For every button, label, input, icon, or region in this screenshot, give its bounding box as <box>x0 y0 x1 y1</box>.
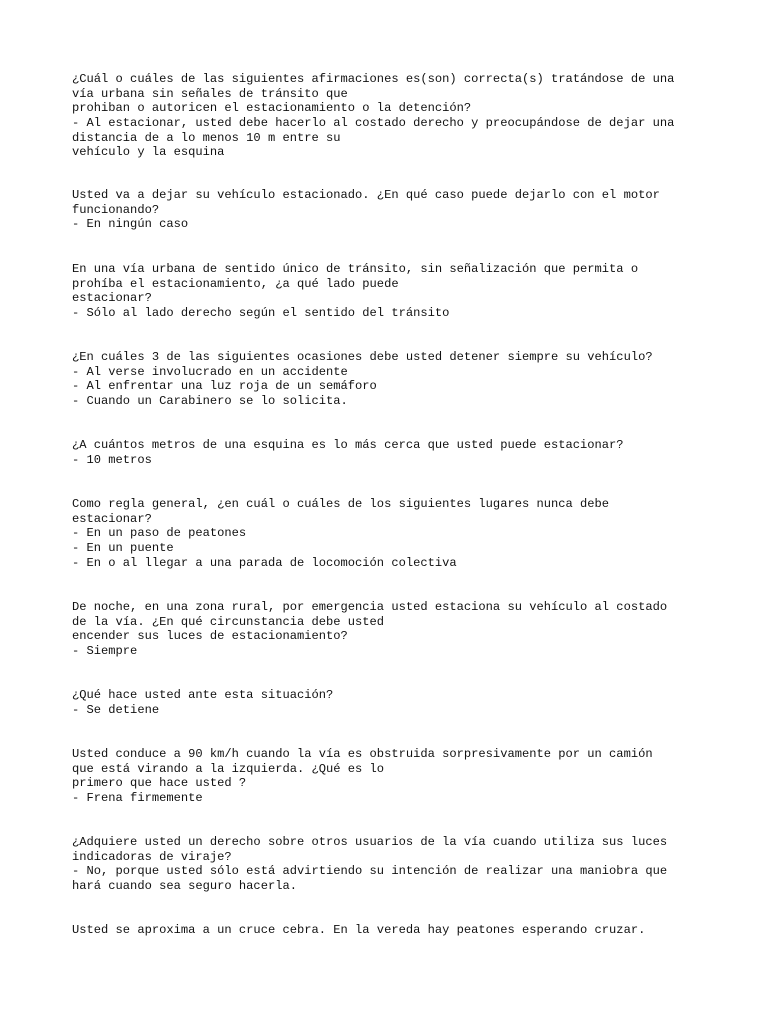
text-line: - En un paso de peatones <box>72 526 247 541</box>
text-line: - Al estacionar, usted debe hacerlo al costado derecho y preocupándose de dejar una <box>72 116 675 131</box>
text-line: - En un puente <box>72 541 174 556</box>
text-line: De noche, en una zona rural, por emergencia usted estaciona su vehículo al costado <box>72 600 668 614</box>
text-line: - Siempre <box>72 644 138 659</box>
text-line: Usted se aproxima a un cruce cebra. En la vereda hay peatones esperando cruzar. <box>72 923 646 937</box>
question-block-9 <box>72 747 653 806</box>
question-block-2 <box>72 188 660 232</box>
text-line: vehículo y la esquina <box>72 145 225 160</box>
text-line: ¿En cuáles 3 de las siguientes ocasiones debe usted detener siempre su vehículo? <box>72 350 653 364</box>
text-line: ¿A cuántos metros de una esquina es lo más cerca que usted puede estacionar? <box>72 438 624 452</box>
text-line: - Cuando un Carabinero se lo solicita. <box>72 394 348 409</box>
text-line: Como regla general, ¿en cuál o cuáles de los siguientes lugares nunca debe <box>72 497 610 511</box>
text-line: primero que hace usted ? <box>72 776 247 791</box>
question-block-6 <box>72 497 609 570</box>
question-block-11 <box>72 923 645 938</box>
text-line: prohiban o autoricen el estacionamiento o la detención? <box>72 101 472 116</box>
text-line: - Frena firmemente <box>72 791 203 806</box>
text-line: estacionar? <box>72 291 152 306</box>
question-block-8 <box>72 688 333 717</box>
text-line: funcionando? <box>72 202 160 217</box>
text-line: - Al verse involucrado en un accidente <box>72 364 348 379</box>
text-line: - En o al llegar a una parada de locomoción colectiva <box>72 555 457 570</box>
text-line: Usted va a dejar su vehículo estacionado. ¿En qué caso puede dejarlo con el motor <box>72 188 660 202</box>
text-line: ¿Cuál o cuáles de las siguientes afirmaciones es(son) correcta(s) tratándose de una <box>72 72 675 86</box>
question-block-5 <box>72 438 624 467</box>
text-line: - Se detiene <box>72 702 160 717</box>
text-line: vía urbana sin señales de tránsito que <box>72 86 348 101</box>
text-line: prohíba el estacionamiento, ¿a qué lado puede <box>72 276 399 291</box>
text-line: que está virando a la izquierda. ¿Qué es lo <box>72 761 385 776</box>
question-block-1 <box>72 72 674 160</box>
text-line: hará cuando sea seguro hacerla. <box>72 879 297 894</box>
text-line: - No, porque usted sólo está advirtiendo su intención de realizar una maniobra que <box>72 864 668 879</box>
question-block-3 <box>72 262 638 321</box>
text-line: estacionar? <box>72 511 152 526</box>
text-line: encender sus luces de estacionamiento? <box>72 629 348 644</box>
question-block-7 <box>72 600 667 659</box>
text-line: indicadoras de viraje? <box>72 849 232 864</box>
text-line: - Sólo al lado derecho según el sentido del tránsito <box>72 306 450 321</box>
text-line: - En ningún caso <box>72 217 189 232</box>
text-line: Usted conduce a 90 km/h cuando la vía es obstruida sorpresivamente por un camión <box>72 747 653 761</box>
text-line: ¿Qué hace usted ante esta situación? <box>72 688 334 702</box>
question-block-10 <box>72 835 667 894</box>
text-line: distancia de a lo menos 10 m entre su <box>72 130 341 145</box>
question-block-4 <box>72 350 653 409</box>
text-line: de la vía. ¿En qué circunstancia debe usted <box>72 614 385 629</box>
text-line: - Al enfrentar una luz roja de un semáforo <box>72 379 377 394</box>
text-line: En una vía urbana de sentido único de tránsito, sin señalización que permita o <box>72 262 639 276</box>
text-line: - 10 metros <box>72 452 152 467</box>
text-line: ¿Adquiere usted un derecho sobre otros usuarios de la vía cuando utiliza sus luces <box>72 835 668 849</box>
